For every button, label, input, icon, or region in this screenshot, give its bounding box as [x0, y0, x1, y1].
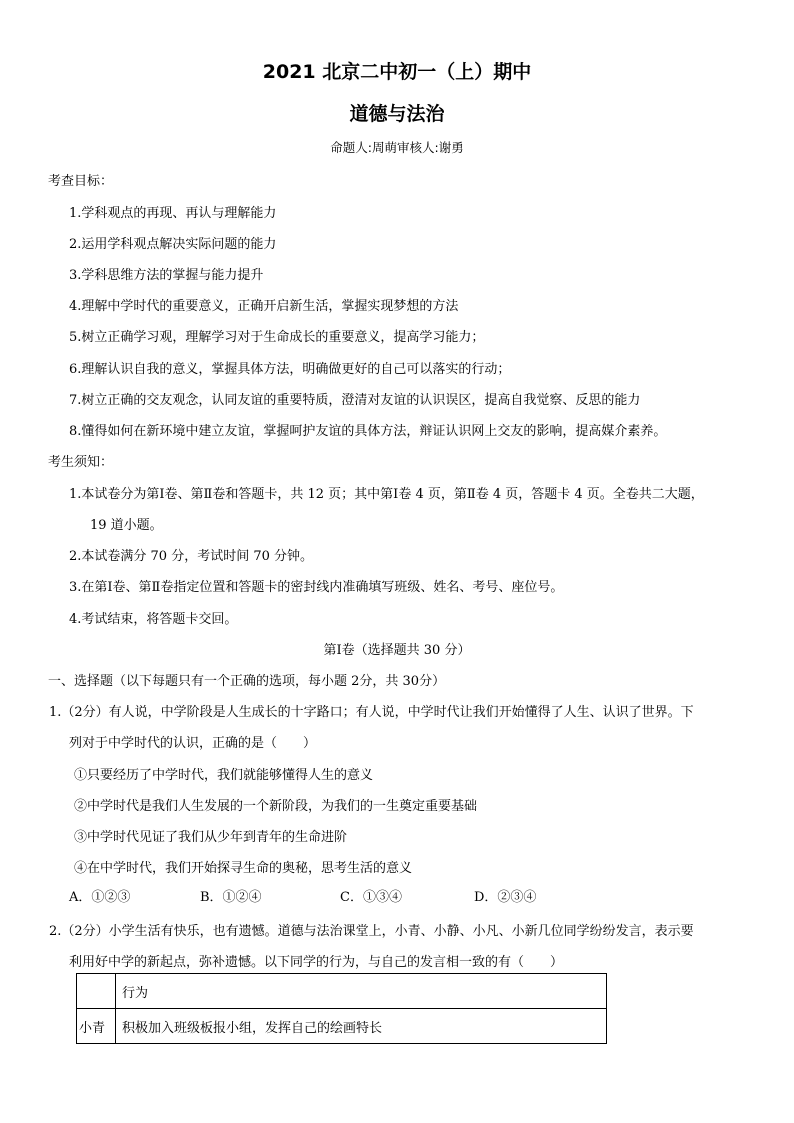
- q2-behavior-table: [76, 973, 607, 1044]
- author-line: 命题人:周萌审核人:谢勇: [330, 140, 464, 155]
- q1-statement: ①只要经历了中学时代，我们就能够懂得人生的意义: [74, 768, 374, 783]
- objective-item: 1.学科观点的再现、再认与理解能力: [69, 206, 277, 221]
- table-header-blank: [77, 974, 116, 1009]
- section-heading: 一、选择题（以下每题只有一个正确的选项，每小题 2分，共 30分）: [48, 674, 446, 689]
- notice-heading: 考生须知：: [48, 455, 114, 470]
- notice-item-1: 1.本试卷分为第Ⅰ卷、第Ⅱ卷和答题卡，共 12 页；其中第Ⅰ卷 4 页，第Ⅱ卷 4 页，答题卡 4 页。全卷共二大题，: [69, 487, 704, 502]
- notice-item-3: 3.在第Ⅰ卷、第Ⅱ卷指定位置和答题卡的密封线内准确填写班级、姓名、考号、座位号。: [69, 580, 564, 595]
- objective-item: 3.学科思维方法的掌握与能力提升: [69, 268, 264, 283]
- notice-item-2: 2.本试卷满分 70 分，考试时间 70 分钟。: [69, 549, 314, 564]
- exam-title: 2021 北京二中初一（上）期中: [262, 61, 532, 83]
- objective-item: 4.理解中学时代的重要意义，正确开启新生活，掌握实现梦想的方法: [69, 299, 459, 314]
- objective-item: 2.运用学科观点解决实际问题的能力: [69, 237, 277, 252]
- q1-choice-b: B．①②④: [200, 890, 262, 905]
- table-header-behavior: 行为: [116, 974, 607, 1009]
- q1-statement: ③中学时代见证了我们从少年到青年的生命进阶: [74, 830, 348, 845]
- question-2-stem: 2.（2分）小学生活有快乐，也有遗憾。道德与法治课堂上，小青、小静、小凡、小新几位同学纷纷发言，表示要: [49, 924, 694, 939]
- q1-statement: ②中学时代是我们人生发展的一个新阶段，为我们的一生奠定重要基础: [74, 799, 478, 814]
- objective-item: 7.树立正确的交友观念，认同友谊的重要特质，澄清对友谊的认识误区，提高自我觉察、反思的能力: [69, 393, 641, 408]
- question-1-stem-cont: 列对于中学时代的认识，正确的是（ ）: [69, 736, 317, 751]
- q1-statement: ④在中学时代，我们开始探寻生命的奥秘，思考生活的意义: [74, 861, 413, 876]
- part1-title: 第Ⅰ卷（选择题共 30 分）: [323, 643, 471, 658]
- table-cell-behavior: 积极加入班级板报小组，发挥自己的绘画特长: [116, 1009, 607, 1044]
- table-row: [77, 1009, 607, 1044]
- notice-item-1-cont: 19 道小题。: [90, 518, 163, 533]
- objective-item: 6.理解认识自我的意义，掌握具体方法，明确做更好的自己可以落实的行动；: [69, 362, 511, 377]
- q1-choice-a: A．①②③: [69, 890, 131, 905]
- table-header-row: [77, 974, 607, 1009]
- question-2-stem-cont: 利用好中学的新起点，弥补遗憾。以下同学的行为，与自己的发言相一致的有（ ）: [69, 955, 564, 970]
- objective-item: 8.懂得如何在新环境中建立友谊，掌握呵护友谊的具体方法，辩证认识网上交友的影响，提高媒介素养。: [69, 424, 667, 439]
- q1-choice-c: C．①③④: [340, 890, 402, 905]
- table-cell-name: 小青: [77, 1009, 116, 1044]
- objective-item: 5.树立正确学习观，理解学习对于生命成长的重要意义，提高学习能力；: [69, 330, 485, 345]
- subject-title: 道德与法治: [349, 103, 445, 125]
- notice-item-4: 4.考试结束，将答题卡交回。: [69, 612, 238, 627]
- q1-choice-d: D．②③④: [474, 890, 537, 905]
- objectives-heading: 考查目标：: [48, 174, 114, 189]
- question-1-stem: 1.（2分）有人说，中学阶段是人生成长的十字路口；有人说，中学时代让我们开始懂得了人生、认识了世界。下: [49, 705, 694, 720]
